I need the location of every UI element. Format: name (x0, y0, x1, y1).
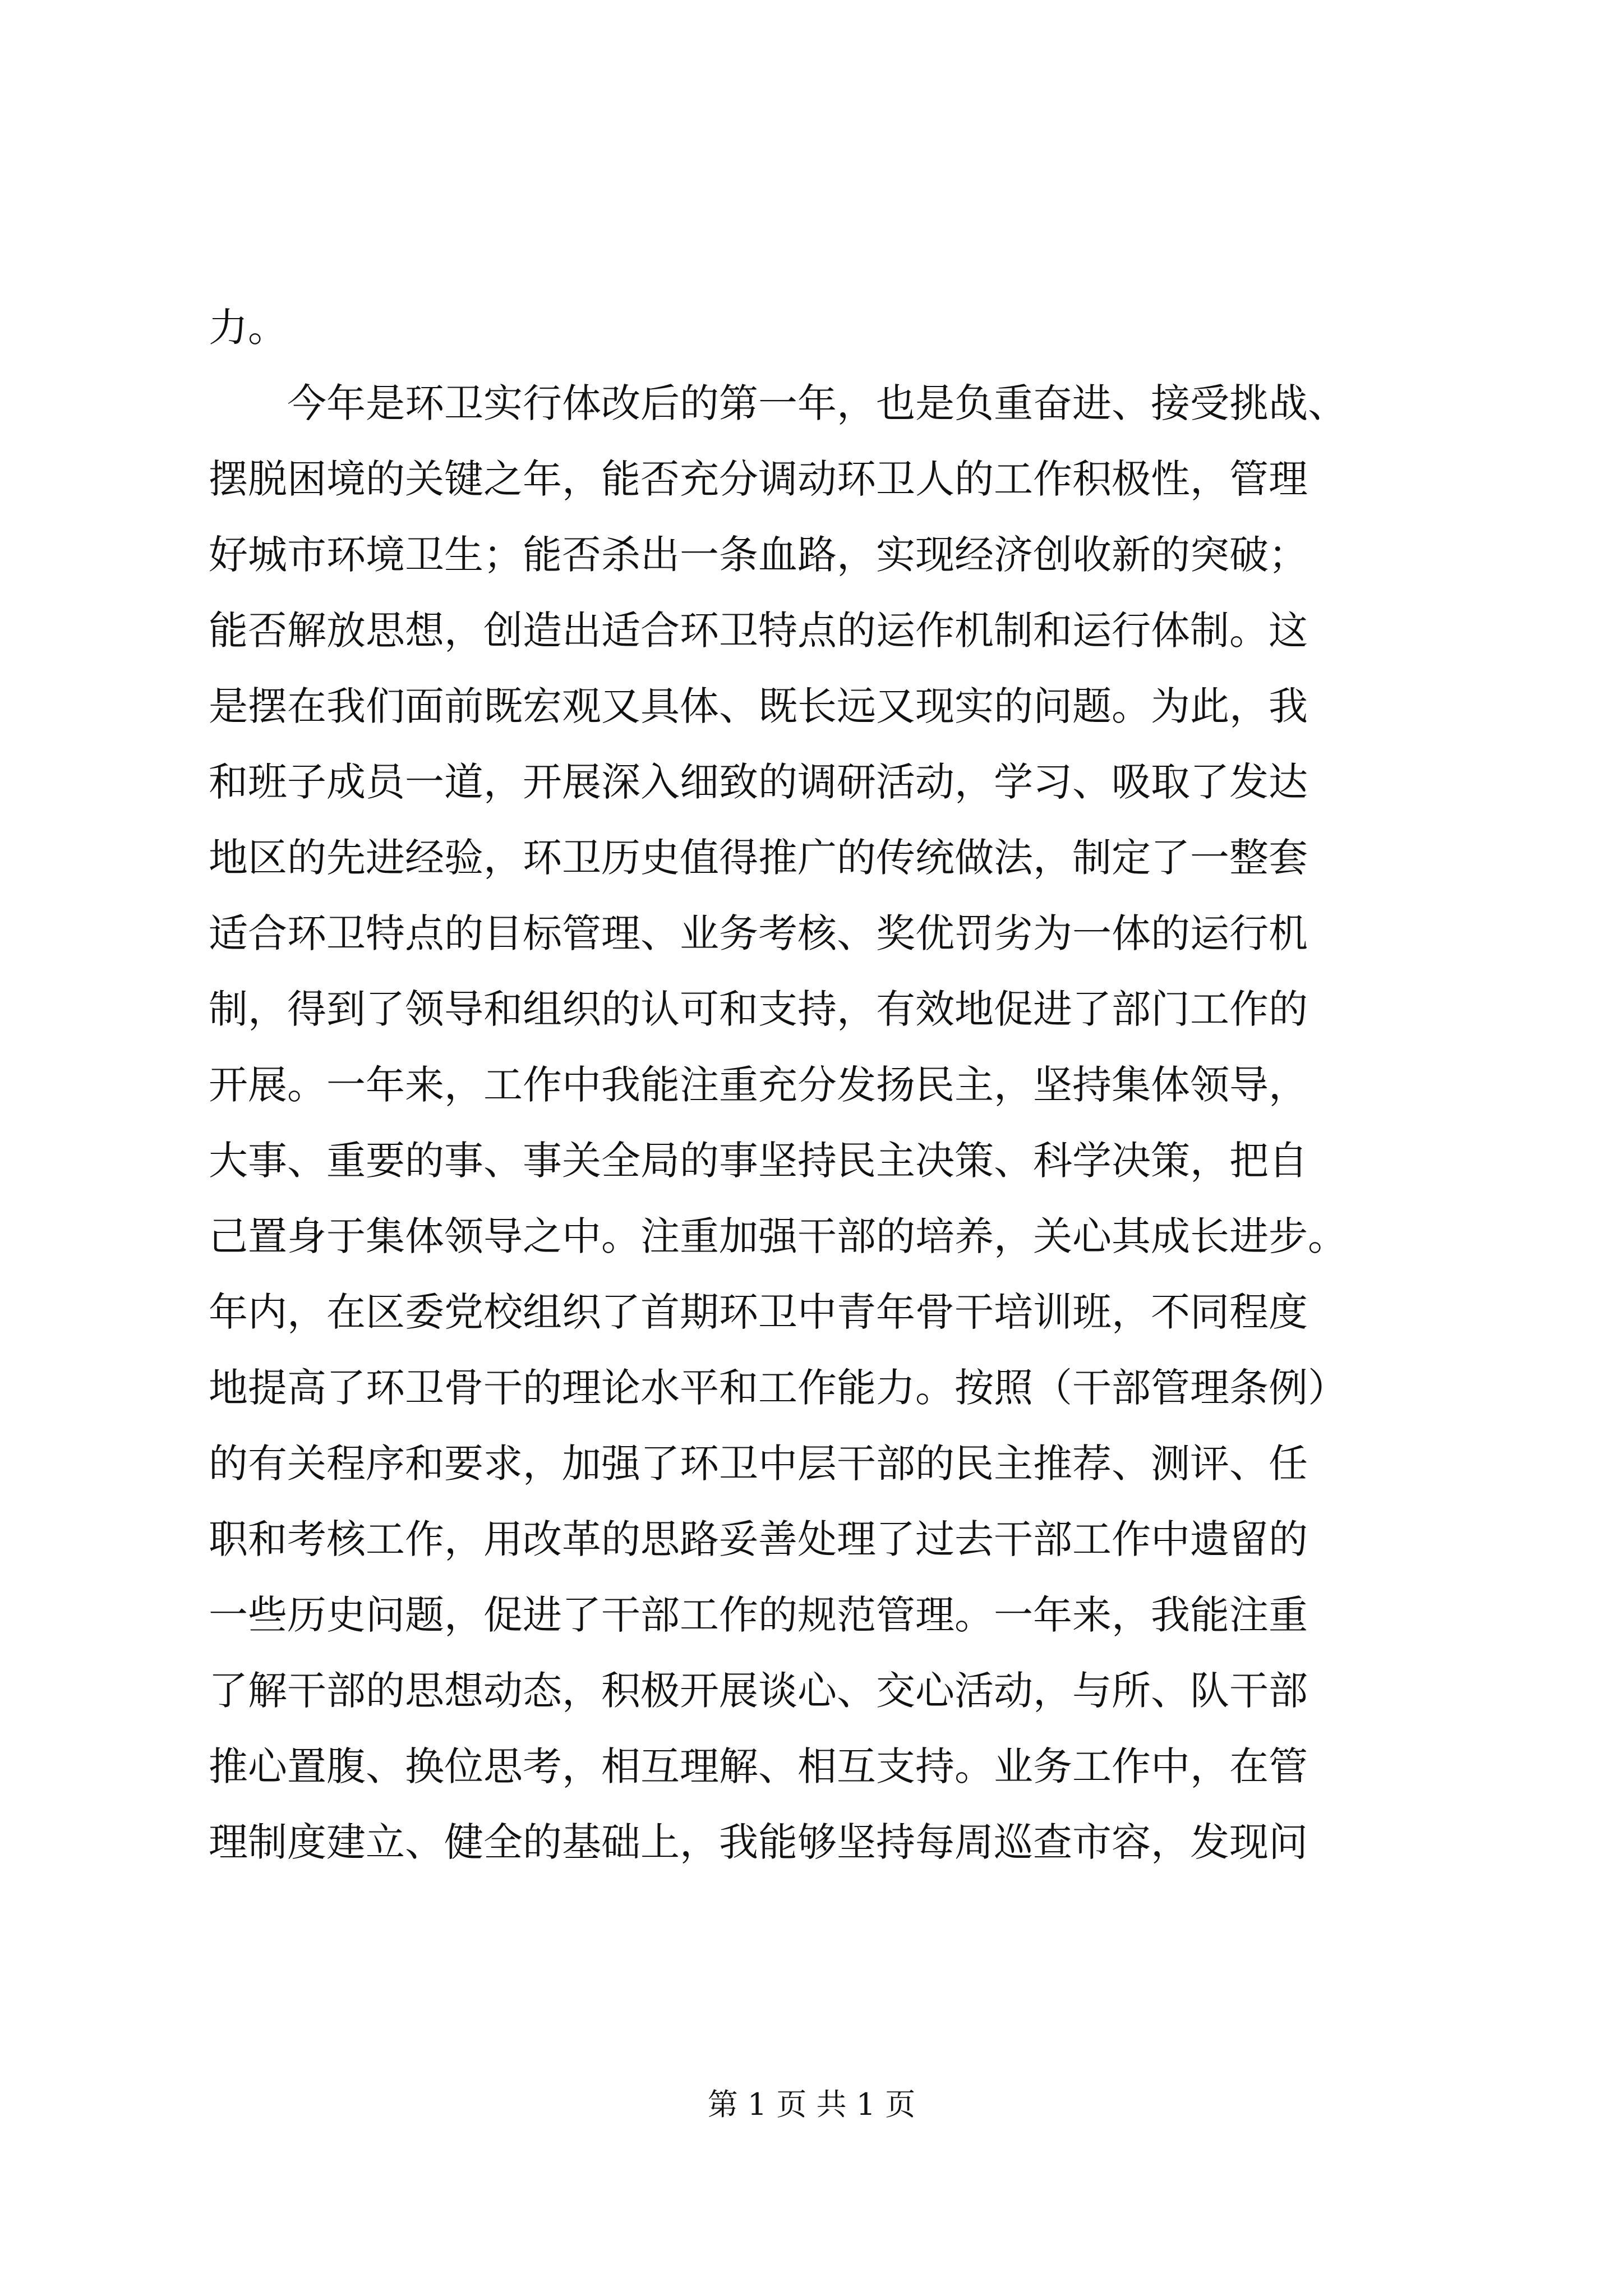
text-line: 年内，在区委党校组织了首期环卫中青年骨干培训班，不同程度 (209, 1289, 1308, 1335)
text-line: 今年是环卫实行体改后的第一年，也是负重奋进、接受挑战、 (209, 380, 1347, 426)
page-number-footer: 第 1 页 共 1 页 (707, 2087, 916, 2122)
text-line: 地提高了环卫骨干的理论水平和工作能力。按照（干部管理条例） (209, 1365, 1347, 1411)
text-line: 大事、重要的事、事关全局的事坚持民主决策、科学决策，把自 (209, 1138, 1308, 1184)
text-line: 职和考核工作，用改革的思路妥善处理了过去干部工作中遗留的 (209, 1516, 1308, 1562)
text-line: 己置身于集体领导之中。注重加强干部的培养，关心其成长进步。 (209, 1213, 1347, 1259)
text-line: 地区的先进经验，环卫历史值得推广的传统做法，制定了一整套 (209, 835, 1308, 881)
text-line: 理制度建立、健全的基础上，我能够坚持每周巡查市容，发现问 (209, 1819, 1308, 1865)
text-line: 开展。一年来，工作中我能注重充分发扬民主，坚持集体领导， (209, 1062, 1308, 1108)
text-line: 好城市环境卫生；能否杀出一条血路，实现经济创收新的突破； (209, 532, 1308, 578)
text-line: 摆脱困境的关键之年，能否充分调动环卫人的工作积极性，管理 (209, 456, 1308, 502)
body-text (209, 290, 1414, 1880)
text-line: 制，得到了领导和组织的认可和支持，有效地促进了部门工作的 (209, 986, 1308, 1032)
text-line: 适合环卫特点的目标管理、业务考核、奖优罚劣为一体的运行机 (209, 910, 1308, 956)
text-line: 一些历史问题，促进了干部工作的规范管理。一年来，我能注重 (209, 1592, 1308, 1638)
text-line: 的有关程序和要求，加强了环卫中层干部的民主推荐、测评、任 (209, 1441, 1308, 1487)
text-line: 是摆在我们面前既宏观又具体、既长远又现实的问题。为此，我 (209, 683, 1308, 729)
text-line: 了解干部的思想动态，积极开展谈心、交心活动，与所、队干部 (209, 1668, 1308, 1714)
text-line: 和班子成员一道，开展深入细致的调研活动，学习、吸取了发达 (209, 759, 1308, 805)
text-line: 推心置腹、换位思考，相互理解、相互支持。业务工作中，在管 (209, 1743, 1308, 1789)
text-line: 能否解放思想，创造出适合环卫特点的运作机制和运行体制。这 (209, 608, 1308, 654)
text-line: 力。 (209, 305, 287, 351)
